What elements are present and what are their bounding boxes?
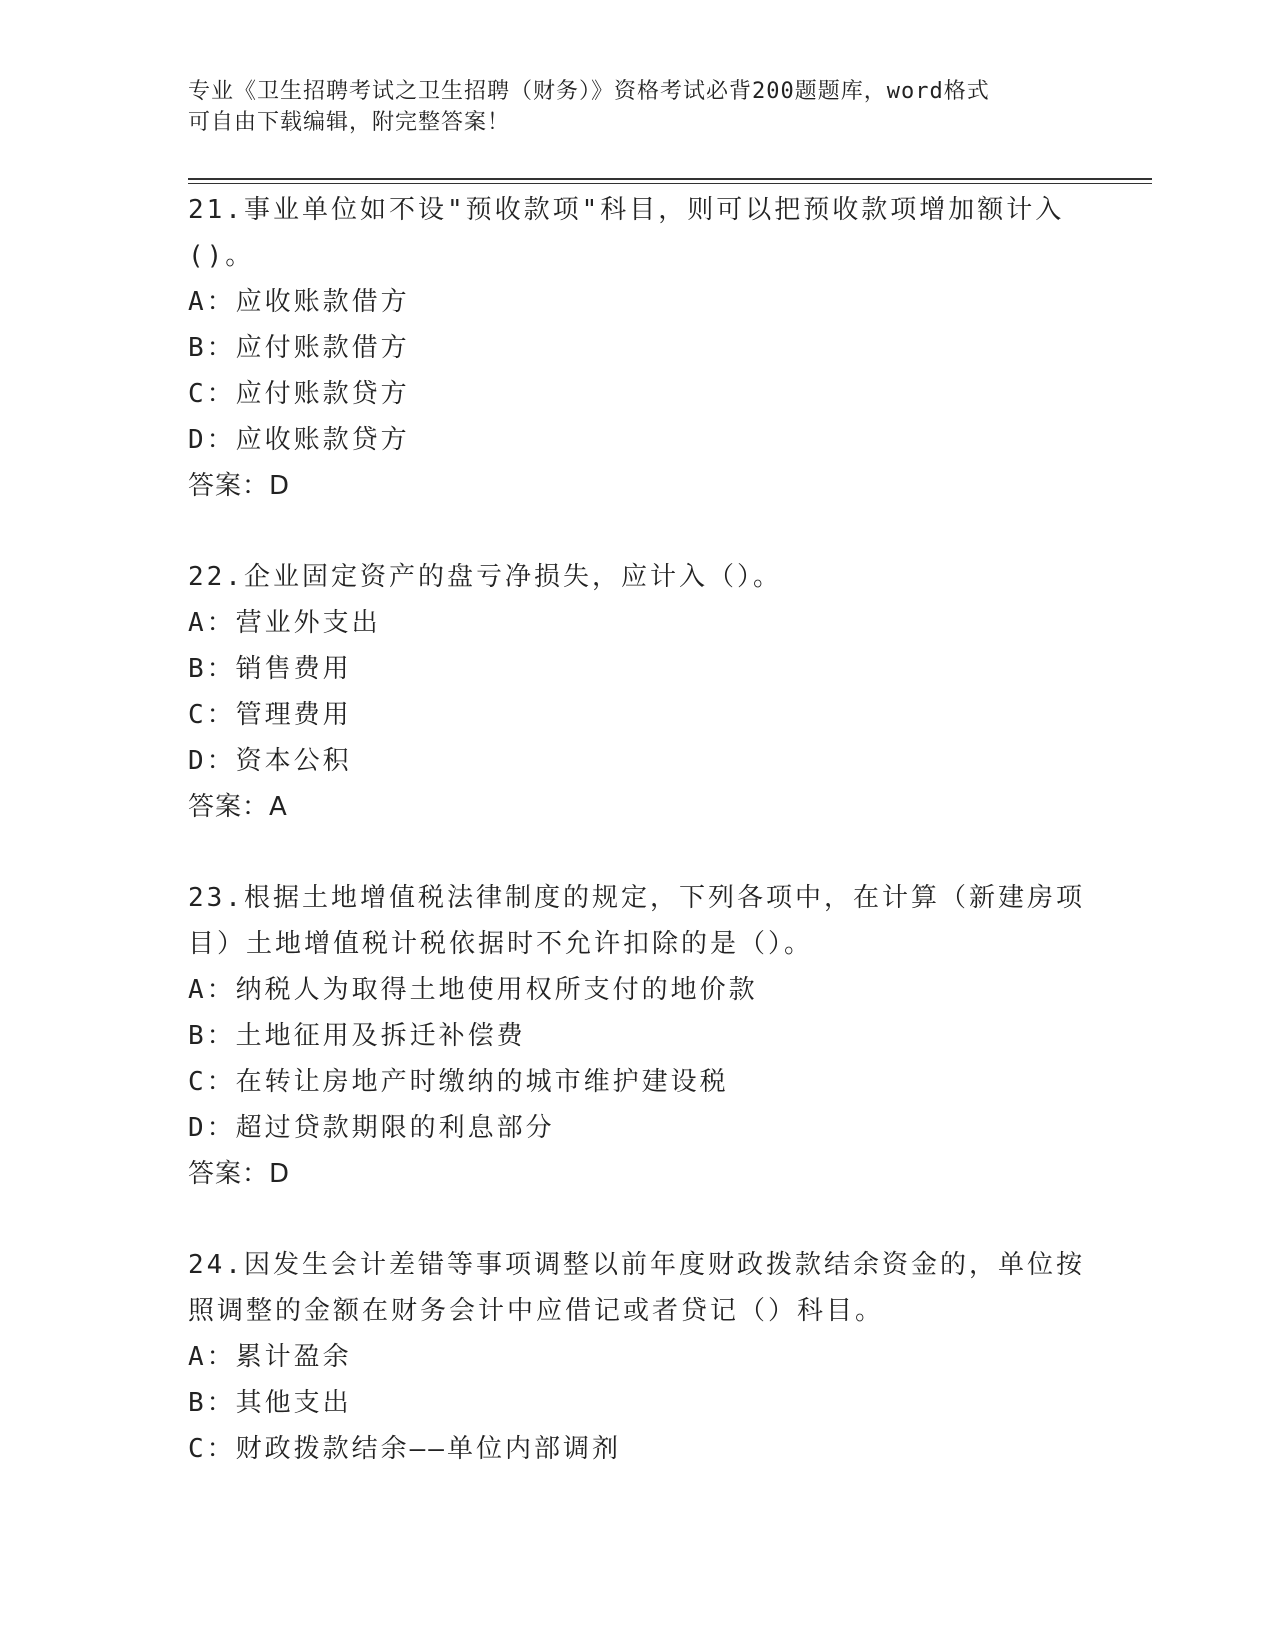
- question-22: [188, 554, 1088, 830]
- option-a: A：应收账款借方: [188, 287, 410, 317]
- option-b: B：应付账款借方: [188, 333, 410, 363]
- question-text: 21.事业单位如不设"预收款项"科目，则可以把预收款项增加额计入()。: [188, 195, 1065, 271]
- question-23: [188, 875, 1088, 1197]
- option-b: B：土地征用及拆迁补偿费: [188, 1021, 526, 1051]
- option-b: B：销售费用: [188, 654, 352, 684]
- option-c: C：管理费用: [188, 700, 352, 730]
- header-line-1: 专业《卫生招聘考试之卫生招聘（财务）》资格考试必背200题题库，word格式: [188, 79, 990, 104]
- option-c: C：财政拨款结余——单位内部调剂: [188, 1434, 621, 1464]
- option-a: A：营业外支出: [188, 608, 381, 638]
- option-a: A：纳税人为取得土地使用权所支付的地价款: [188, 975, 758, 1005]
- question-21: [188, 187, 1088, 509]
- header-line-2: 可自由下载编辑，附完整答案！: [188, 110, 511, 135]
- option-d: D：应收账款贷方: [188, 425, 410, 455]
- answer-label: 答案：D: [188, 1159, 291, 1189]
- option-a: A：累计盈余: [188, 1342, 352, 1372]
- question-list: [188, 187, 1088, 1517]
- question-text: 23.根据土地增值税法律制度的规定，下列各项中，在计算（新建房项目）土地增值税计税依据时不允许扣除的是（）。: [188, 883, 1085, 959]
- document-header: [188, 76, 1088, 138]
- question-24: [188, 1242, 1088, 1472]
- option-c: C：应付账款贷方: [188, 379, 410, 409]
- header-divider-thick: [188, 178, 1152, 180]
- option-d: D：资本公积: [188, 746, 352, 776]
- option-c: C：在转让房地产时缴纳的城市维护建设税: [188, 1067, 729, 1097]
- answer-label: 答案：D: [188, 471, 291, 501]
- option-b: B：其他支出: [188, 1388, 352, 1418]
- header-divider-thin: [188, 183, 1152, 184]
- answer-label: 答案：A: [188, 792, 288, 822]
- option-d: D：超过贷款期限的利息部分: [188, 1113, 555, 1143]
- question-text: 22.企业固定资产的盘亏净损失，应计入（）。: [188, 562, 782, 592]
- question-text: 24.因发生会计差错等事项调整以前年度财政拨款结余资金的，单位按照调整的金额在财务会计中应借记或者贷记（）科目。: [188, 1250, 1085, 1326]
